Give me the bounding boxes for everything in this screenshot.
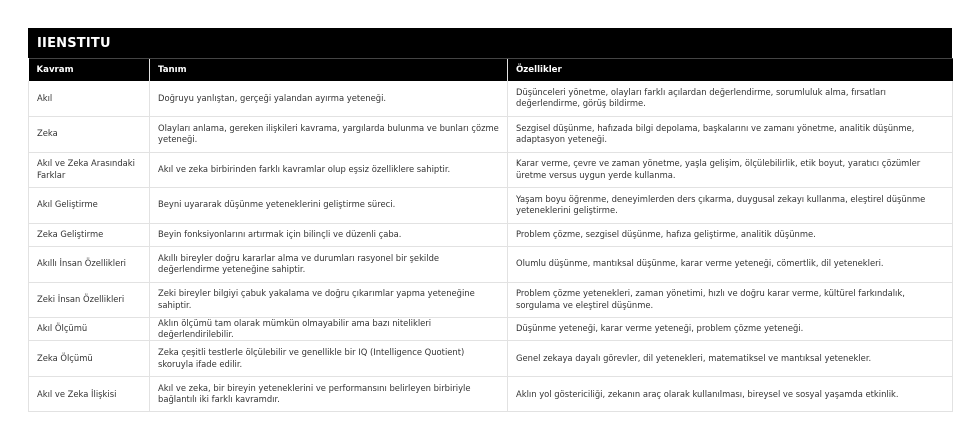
content-table-card <box>28 28 952 412</box>
header-tanim: Tanım <box>150 59 508 82</box>
cell-tanim: Olayları anlama, gereken ilişkileri kavrama, yargılarda bulunma ve bunları çözme yeteneği. <box>150 116 508 152</box>
cell-kavram: Akıl Ölçümü <box>29 317 150 341</box>
table-row <box>29 152 953 187</box>
table-row <box>29 317 953 341</box>
table-row <box>29 223 953 246</box>
cell-ozellikler: Düşünme yeteneği, karar verme yeteneği, problem çözme yeteneği. <box>508 317 953 341</box>
table-row <box>29 81 953 116</box>
cell-ozellikler: Düşünceleri yönetme, olayları farklı açılardan değerlendirme, sorumluluk alma, fırsatları değerlendirme, görüş bildirme. <box>508 81 953 116</box>
cell-tanim: Doğruyu yanlıştan, gerçeği yalandan ayırma yeteneği. <box>150 81 508 116</box>
cell-kavram: Akıl Geliştirme <box>29 187 150 223</box>
table-row <box>29 187 953 223</box>
cell-tanim: Zeka çeşitli testlerle ölçülebilir ve genellikle bir IQ (Intelligence Quotient) skoruyla ifade edilir. <box>150 341 508 377</box>
cell-kavram: Akıl ve Zeka Arasındaki Farklar <box>29 152 150 187</box>
brand-header <box>28 28 952 58</box>
cell-kavram: Akıl ve Zeka İlişkisi <box>29 377 150 412</box>
cell-kavram: Zeka <box>29 116 150 152</box>
header-kavram: Kavram <box>29 59 150 82</box>
cell-ozellikler: Karar verme, çevre ve zaman yönetme, yaşla gelişim, ölçülebilirlik, etik boyut, yaratıcı çözümler üretme versus uygun yerde kullanma. <box>508 152 953 187</box>
cell-tanim: Zeki bireyler bilgiyi çabuk yakalama ve doğru çıkarımlar yapma yeteneğine sahiptir. <box>150 282 508 317</box>
cell-tanim: Beyni uyararak düşünme yeteneklerini geliştirme süreci. <box>150 187 508 223</box>
cell-tanim: Beyin fonksiyonlarını artırmak için bilinçli ve düzenli çaba. <box>150 223 508 246</box>
brand-logo-text: IIENSTITU <box>37 35 111 51</box>
table-header-row <box>29 59 953 82</box>
table-row <box>29 341 953 377</box>
table-row <box>29 377 953 412</box>
cell-ozellikler: Genel zekaya dayalı görevler, dil yetenekleri, matematiksel ve mantıksal yetenekler. <box>508 341 953 377</box>
cell-kavram: Zeka Ölçümü <box>29 341 150 377</box>
cell-ozellikler: Problem çözme, sezgisel düşünme, hafıza geliştirme, analitik düşünme. <box>508 223 953 246</box>
cell-kavram: Zeka Geliştirme <box>29 223 150 246</box>
cell-tanim: Aklın ölçümü tam olarak mümkün olmayabilir ama bazı nitelikleri değerlendirilebilir. <box>150 317 508 341</box>
cell-kavram: Zeki İnsan Özellikleri <box>29 282 150 317</box>
cell-tanim: Akıllı bireyler doğru kararlar alma ve durumları rasyonel bir şekilde değerlendirme yeteneğine sahiptir. <box>150 246 508 282</box>
table-row <box>29 282 953 317</box>
concept-table <box>28 58 953 412</box>
cell-ozellikler: Yaşam boyu öğrenme, deneyimlerden ders çıkarma, duygusal zekayı kullanma, eleştirel düşünme yeteneklerini geliştirme. <box>508 187 953 223</box>
table-row <box>29 246 953 282</box>
table-row <box>29 116 953 152</box>
cell-ozellikler: Aklın yol göstericiliği, zekanın araç olarak kullanılması, bireysel ve sosyal yaşamda etkinlik. <box>508 377 953 412</box>
cell-kavram: Akıl <box>29 81 150 116</box>
cell-ozellikler: Sezgisel düşünme, hafızada bilgi depolama, başkalarını ve zamanı yönetme, analitik düşünme, adaptasyon yeteneği. <box>508 116 953 152</box>
cell-tanim: Akıl ve zeka, bir bireyin yeteneklerini ve performansını belirleyen birbiriyle bağlantılı iki farklı kavramdır. <box>150 377 508 412</box>
cell-kavram: Akıllı İnsan Özellikleri <box>29 246 150 282</box>
header-ozellikler: Özellikler <box>508 59 953 82</box>
cell-ozellikler: Olumlu düşünme, mantıksal düşünme, karar verme yeteneği, cömertlik, dil yetenekleri. <box>508 246 953 282</box>
cell-tanim: Akıl ve zeka birbirinden farklı kavramlar olup eşsiz özelliklere sahiptir. <box>150 152 508 187</box>
cell-ozellikler: Problem çözme yetenekleri, zaman yönetimi, hızlı ve doğru karar verme, kültürel farkındalık, sorgulama ve eleştirel düşünme. <box>508 282 953 317</box>
